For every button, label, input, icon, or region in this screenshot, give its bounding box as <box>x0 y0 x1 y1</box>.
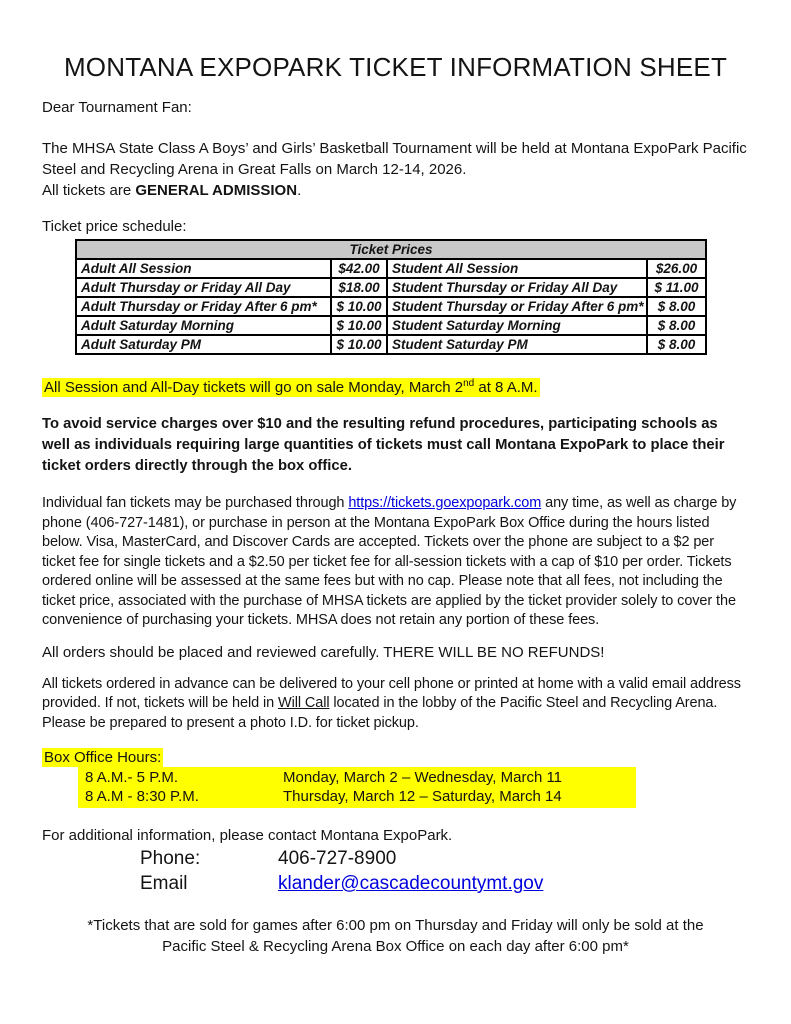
student-ticket-label: Student Saturday Morning <box>387 316 647 335</box>
student-ticket-label: Student Thursday or Friday All Day <box>387 278 647 297</box>
hours-time: 8 A.M - 8:30 P.M. <box>85 788 199 805</box>
phone-row <box>140 846 749 871</box>
phone-label: Phone: <box>140 848 201 869</box>
email-link[interactable]: klander@cascadecountymt.gov <box>278 873 544 894</box>
student-ticket-price: $ 8.00 <box>647 316 706 335</box>
adult-ticket-price: $18.00 <box>331 278 387 297</box>
adult-ticket-label: Adult Saturday PM <box>76 335 331 354</box>
onsale-highlight <box>42 378 540 397</box>
onsale-superscript: nd <box>463 378 475 389</box>
hours-label: Box Office Hours: <box>44 749 162 766</box>
student-ticket-price: $ 8.00 <box>647 335 706 354</box>
contact-intro: For additional information, please contact Montana ExpoPark. <box>42 827 453 844</box>
purchase-suffix: any time, as well as charge by phone (406-727-1481), or purchase in person at the Montana ExpoPark Box Office during the hours listed below. Visa, MasterCard, and Discover Cards are accepted. Tickets over the phone are subject to a $2 per ticket fee for single tickets and a $2.50 per ticket fee for all-session tickets with a cap of $10 per order. Tickets ordered online will be assessed at the same fees but with no cap. Please note that all fees, not including the ticket price, associated with the purchase of MHSA tickets are applied by the ticket provider solely to cover the convenience of purchasing your tickets. MHSA does not retain any portion of these fees. <box>42 495 737 628</box>
hours-label-line <box>42 748 749 767</box>
student-ticket-price: $ 8.00 <box>647 297 706 316</box>
adult-ticket-label: Adult Thursday or Friday After 6 pm* <box>76 297 331 316</box>
salutation: Dear Tournament Fan: <box>42 99 192 116</box>
purchase-paragraph <box>42 494 749 631</box>
intro-paragraph <box>42 138 749 201</box>
email-label: Email <box>140 873 188 894</box>
student-ticket-label: Student All Session <box>387 259 647 278</box>
footnote-line-2: Pacific Steel & Recycling Arena Box Office on each day after 6:00 pm* <box>162 937 629 955</box>
box-office-hours-section <box>42 748 749 808</box>
footnote-line-1: *Tickets that are sold for games after 6:00 pm on Thursday and Friday will only be sold at the <box>87 917 704 934</box>
willcall-suffix: located in the lobby of the Pacific Steel and Recycling Arena. Please be prepared to present a photo I.D. for ticket pickup. <box>42 695 718 731</box>
service-charge-paragraph: To avoid service charges over $10 and the resulting refund procedures, participating schools as well as individuals requiring large quantities of tickets must call Montana ExpoPark to place their ticket orders directly through the box office. <box>42 416 725 474</box>
onsale-text: All Session and All-Day tickets will go on sale Monday, March 2 <box>44 379 464 396</box>
table-row <box>76 316 706 335</box>
phone-number: 406-727-8900 <box>278 848 397 869</box>
purchase-prefix: Individual fan tickets may be purchased through <box>42 495 349 511</box>
adult-ticket-label: Adult Thursday or Friday All Day <box>76 278 331 297</box>
will-call-underlined: Will Call <box>277 695 330 711</box>
email-row <box>140 871 749 896</box>
hours-dates: Monday, March 2 – Wednesday, March 11 <box>283 769 563 786</box>
table-title: Ticket Prices <box>76 240 706 259</box>
hours-row <box>78 768 636 787</box>
footnote <box>42 916 749 957</box>
student-ticket-label: Student Saturday PM <box>387 335 647 354</box>
adult-ticket-price: $ 10.00 <box>331 316 387 335</box>
student-ticket-price: $26.00 <box>647 259 706 278</box>
table-row <box>76 335 706 354</box>
student-ticket-label: Student Thursday or Friday After 6 pm* <box>387 297 647 316</box>
table-row <box>76 259 706 278</box>
intro-text: The MHSA State Class A Boys’ and Girls’ Basketball Tournament will be held at Montana ExpoPark Pacific Steel and Recycling Arena in Great Falls on March 12-14, 2026. <box>42 140 747 178</box>
page-title: MONTANA EXPOPARK TICKET INFORMATION SHEET <box>63 52 728 82</box>
adult-ticket-price: $ 10.00 <box>331 297 387 316</box>
adult-ticket-label: Adult All Session <box>76 259 331 278</box>
table-row <box>76 278 706 297</box>
willcall-prefix: All tickets ordered in advance can be delivered to your cell phone or printed at home with a valid email address provided. If not, tickets will be held in <box>42 675 741 711</box>
onsale-text-suffix: at 8 A.M. <box>474 379 538 396</box>
hours-row <box>78 787 636 806</box>
hours-dates: Thursday, March 12 – Saturday, March 14 <box>283 788 562 805</box>
willcall-paragraph <box>42 675 749 734</box>
student-ticket-price: $ 11.00 <box>647 278 706 297</box>
no-refunds-paragraph: All orders should be placed and reviewed carefully. THERE WILL BE NO REFUNDS! <box>42 643 605 661</box>
hours-table <box>78 767 636 808</box>
admission-suffix: . <box>297 182 302 199</box>
admission-bold: GENERAL ADMISSION <box>135 182 298 199</box>
onsale-notice <box>42 377 749 398</box>
hours-time: 8 A.M.- 5 P.M. <box>85 769 179 786</box>
admission-prefix: All tickets are <box>42 182 136 199</box>
table-row <box>76 297 706 316</box>
adult-ticket-label: Adult Saturday Morning <box>76 316 331 335</box>
adult-ticket-price: $ 10.00 <box>331 335 387 354</box>
ticket-schedule-label: Ticket price schedule: <box>42 218 187 235</box>
ticket-prices-table <box>75 239 707 355</box>
tickets-website-link[interactable]: https://tickets.goexpopark.com <box>348 495 542 511</box>
adult-ticket-price: $42.00 <box>331 259 387 278</box>
table-header-row <box>76 240 706 259</box>
